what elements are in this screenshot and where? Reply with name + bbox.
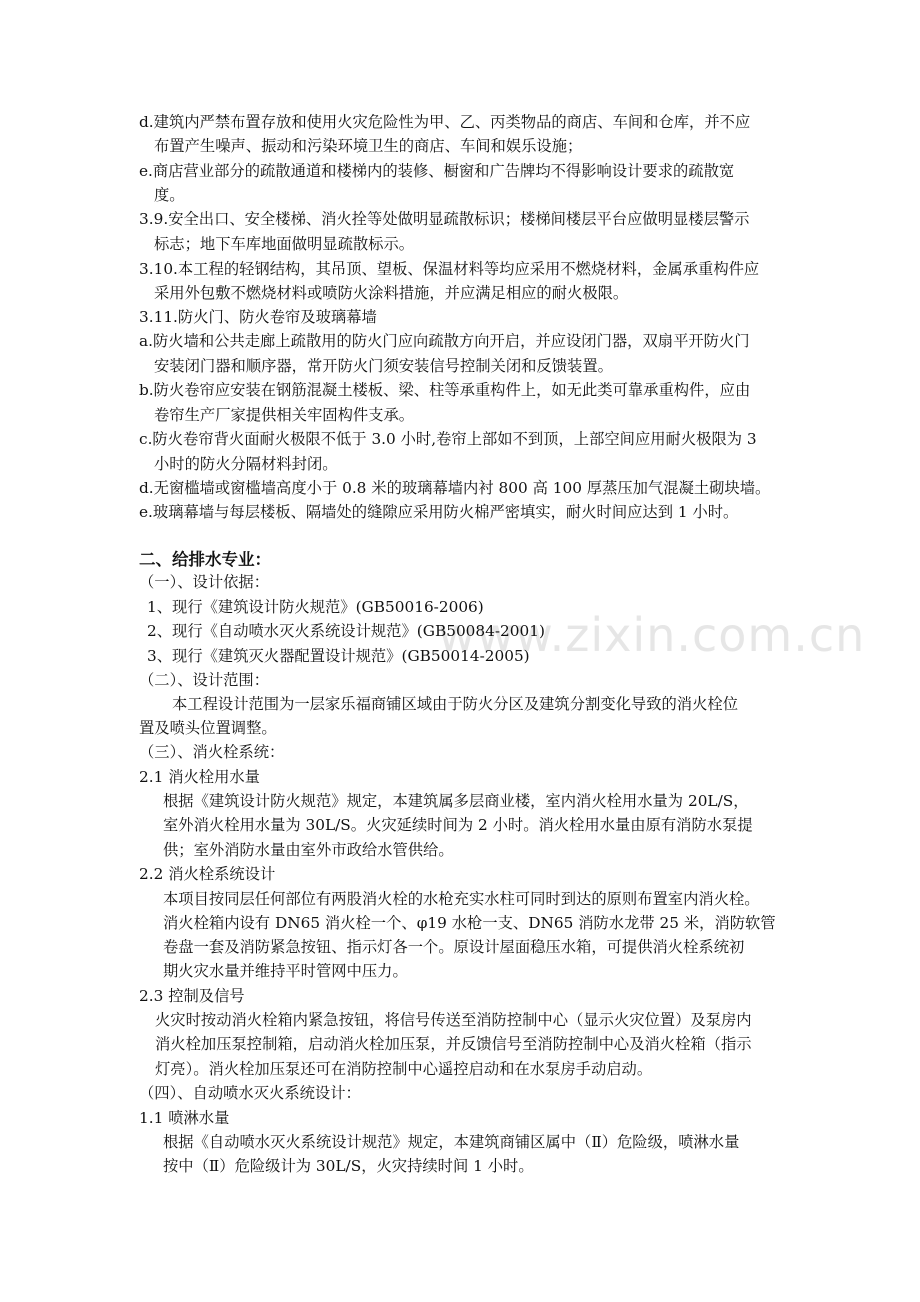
- text-line: 安装闭门器和顺序器，常开防火门须安装信号控制关闭和反馈装置。: [154, 357, 613, 375]
- text-line: 3.10.本工程的轻钢结构，其吊顶、望板、保温材料等均应采用不燃烧材料，金属承重构件应: [139, 260, 760, 278]
- text-line: 卷帘生产厂家提供相关牢固构件支承。: [154, 406, 415, 424]
- text-line: 供；室外消防水量由室外市政给水管供给。: [163, 841, 454, 859]
- text-line: 卷盘一套及消防紧急按钮、指示灯各一个。原设计屋面稳压水箱，可提供消火栓系统初: [163, 938, 745, 956]
- text-line: 火灾时按动消火栓箱内紧急按钮，将信号传送至消防控制中心（显示火灾位置）及泵房内: [155, 1011, 752, 1029]
- text-line: 按中（Ⅱ）危险级计为 30L/S，火灾持续时间 1 小时。: [163, 1157, 534, 1175]
- text-line: （四）、自动喷水灭火系统设计：: [139, 1084, 361, 1102]
- text-line: e.玻璃幕墙与每层楼板、隔墙处的缝隙应采用防火棉严密填实，耐火时间应达到 1 小时。: [139, 503, 739, 521]
- text-line: 置及喷头位置调整。: [139, 719, 277, 737]
- watermark: www.zixin.com.cn: [438, 608, 866, 662]
- text-line: d.建筑内严禁布置存放和使用火灾危险性为甲、乙、丙类物品的商店、车间和仓库，并不应: [139, 113, 751, 131]
- text-line: d.无窗槛墙或窗槛墙高度小于 0.8 米的玻璃幕墙内衬 800 高 100 厚蒸压加气混凝土砌块墙。: [139, 479, 771, 497]
- text-line: 消火栓箱内设有 DN65 消火栓一个、φ19 水枪一支、DN65 消防水龙带 25 米，消防软管: [163, 914, 776, 932]
- text-line: a.防火墙和公共走廊上疏散用的防火门应向疏散方向开启，并应设闭门器，双扇平开防火门: [139, 332, 750, 350]
- section-heading: 二、给排水专业：: [139, 550, 271, 569]
- text-line: 标志；地下车库地面做明显疏散标示。: [154, 235, 415, 253]
- text-line: 3.9.安全出口、安全楼梯、消火拴等处做明显疏散标识；楼梯间楼层平台应做明显楼层警示: [139, 210, 750, 228]
- text-line: 2.2 消火栓系统设计: [139, 865, 276, 883]
- text-line: b.防火卷帘应安装在钢筋混凝土楼板、梁、柱等承重构件上，如无此类可靠承重构件，应由: [139, 381, 751, 399]
- text-line: 室外消火栓用水量为 30L/S。火灾延续时间为 2 小时。消火栓用水量由原有消防水泵提: [163, 816, 753, 834]
- text-line: （三）、消火栓系统：: [139, 743, 285, 761]
- text-line: 采用外包敷不燃烧材料或喷防火涂料措施，并应满足相应的耐火极限。: [154, 284, 629, 302]
- text-line: 根据《自动喷水灭火系统设计规范》规定，本建筑商铺区属中（Ⅱ）危险级，喷淋水量: [163, 1133, 740, 1151]
- text-line: 小时的防火分隔材料封闭。: [154, 455, 338, 473]
- text-line: 2、现行《自动喷水灭火系统设计规范》(GB50084-2001): [147, 622, 545, 640]
- text-line: 2.3 控制及信号: [139, 987, 245, 1005]
- text-line: 3.11.防火门、防火卷帘及玻璃幕墙: [139, 308, 377, 326]
- text-line: 期火灾水量并维持平时管网中压力。: [163, 962, 408, 980]
- text-line: （一）、设计依据：: [139, 573, 270, 591]
- text-line: 1、现行《建筑设计防火规范》(GB50016-2006): [147, 598, 484, 616]
- text-line: 灯亮）。消火栓加压泵还可在消防控制中心遥控启动和在水泵房手动启动。: [155, 1060, 653, 1078]
- text-line: 2.1 消火栓用水量: [139, 768, 260, 786]
- text-line: 度。: [154, 186, 185, 204]
- text-line: 3、现行《建筑灭火器配置设计规范》(GB50014-2005): [147, 647, 530, 665]
- text-line: 根据《建筑设计防火规范》规定，本建筑属多层商业楼，室内消火栓用水量为 20L/S，: [163, 792, 749, 810]
- text-line: 布置产生噪声、振动和污染环境卫生的商店、车间和娱乐设施；: [154, 137, 583, 155]
- text-line: c.防火卷帘背火面耐火极限不低于 3.0 小时,卷帘上部如不到顶，上部空间应用耐火极限为 3: [139, 430, 757, 448]
- text-line: （二）、设计范围：: [139, 671, 270, 689]
- text-line: 消火栓加压泵控制箱，启动消火栓加压泵，并反馈信号至消防控制中心及消火栓箱（指示: [155, 1035, 752, 1053]
- text-line: 本工程设计范围为一层家乐福商铺区域由于防火分区及建筑分割变化导致的消火栓位: [172, 695, 738, 713]
- text-line: 本项目按同层任何部位有两股消火栓的水枪充实水柱可同时到达的原则布置室内消火栓。: [163, 890, 760, 908]
- text-line: 1.1 喷淋水量: [139, 1109, 230, 1127]
- text-line: e.商店营业部分的疏散通道和楼梯内的装修、橱窗和广告牌均不得影响设计要求的疏散宽: [139, 162, 735, 180]
